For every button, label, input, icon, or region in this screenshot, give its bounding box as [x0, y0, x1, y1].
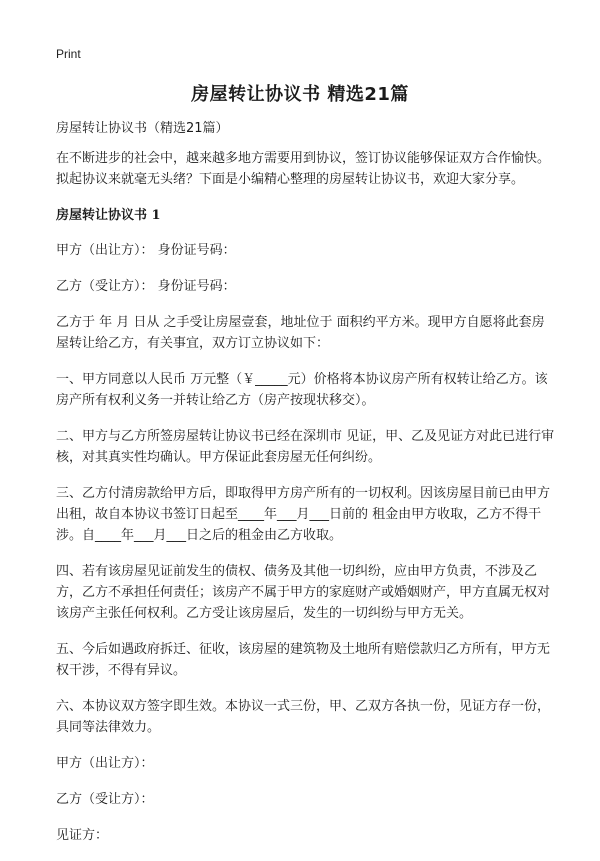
document-body	[56, 118, 556, 861]
signature-party-b: 乙方（受让方）：	[56, 792, 154, 807]
clause-2: 二、甲方与乙方所签房屋转让协议书已经在深圳市 见证，甲、乙及见证方对此已进行审核，对其真实性均确认。甲方保证此套房屋无任何纠纷。	[56, 429, 555, 465]
signature-party-a: 甲方（出让方）：	[56, 756, 154, 771]
intro-paragraph: 在不断进步的社会中，越来越多地方需要用到协议，签订协议能够保证双方合作愉快。拟起协议来就毫无头绪？下面是小编精心整理的房屋转让协议书，欢迎大家分享。	[56, 151, 551, 187]
signature-witness: 见证方：	[56, 828, 109, 843]
page-title: 房屋转让协议书 精选21篇	[191, 84, 409, 105]
section-heading: 房屋转让协议书 1	[56, 208, 161, 223]
clause-5: 五、今后如遇政府拆迁、征收，该房屋的建筑物及土地所有赔偿款归乙方所有，甲方无权干涉，不得有异议。	[56, 642, 551, 678]
preamble-paragraph: 乙方于 年 月 日从 之手受让房屋壹套，地址位于 面积约平方米。现甲方自愿将此套房屋转让给乙方，有关事宜，双方订立协议如下：	[56, 315, 545, 351]
clause-3: 三、乙方付清房款给甲方后，即取得甲方房产所有的一切权利。因该房屋目前已由甲方出租，故自本协议书签订日起至____年___月___日前的 租金由甲方收取，乙方不得干涉。自____年___月___日之后的租金由乙方收取。	[56, 486, 551, 543]
print-link[interactable]: Print	[56, 47, 81, 61]
party-a-id-line: 甲方（出让方）： 身份证号码：	[56, 243, 236, 258]
clause-4: 四、若有该房屋见证前发生的债权、债务及其他一切纠纷，应由甲方负责，不涉及乙方，乙方不承担任何责任；该房产不属于甲方的家庭财产或婚姻财产，甲方直属无权对该房产主张任何权利。乙方受让该房屋后，发生的一切纠纷与甲方无关。	[56, 564, 551, 621]
party-b-id-line: 乙方（受让方）： 身份证号码：	[56, 279, 236, 294]
document-subtitle: 房屋转让协议书（精选21篇）	[56, 121, 229, 136]
clause-1: 一、甲方同意以人民币 万元整（￥_____元）价格将本协议房产所有权转让给乙方。该房产所有权利义务一并转让给乙方（房产按现状移交）。	[56, 372, 548, 408]
clause-6: 六、本协议双方签字即生效。本协议一式三份，甲、乙双方各执一份，见证方存一份，具同等法律效力。	[56, 699, 551, 735]
